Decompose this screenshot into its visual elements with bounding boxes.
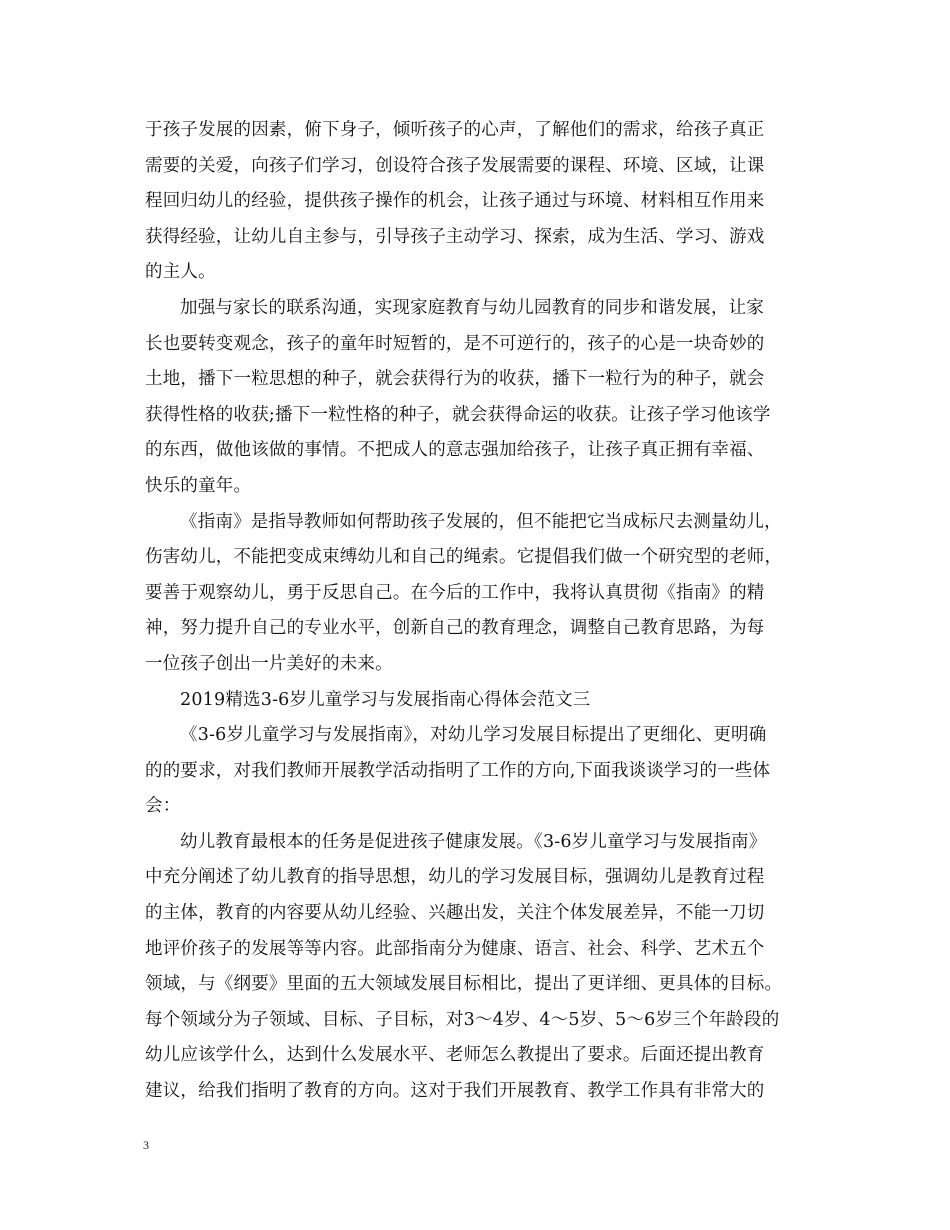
text-line: 神，努力提升自己的专业水平，创新自己的教育理念，调整自己教育思路，为每 xyxy=(145,618,765,639)
paragraph-start-line: 加强与家长的联系沟通，实现家庭教育与幼儿园教育的同步和谐发展，让家 xyxy=(180,297,765,318)
paragraph-start-line: 《3-6岁儿童学习与发展指南》，对幼儿学习发展目标提出了更细化、更明确 xyxy=(180,725,767,746)
paragraph-start-line: 幼儿教育最根本的任务是促进孩子健康发展。《3-6岁儿童学习与发展指南》 xyxy=(180,831,767,852)
text-line: 于孩子发展的因素，俯下身子，倾听孩子的心声，了解他们的需求，给孩子真正 xyxy=(145,120,765,140)
text-line: 的主体，教育的内容要从幼儿经验、兴趣出发，关注个体发展差异，不能一刀切 xyxy=(145,903,765,924)
text-line: 的东西，做他该做的事情。不把成人的意志强加给孩子，让孩子真正拥有幸福、 xyxy=(145,440,765,461)
page-number: 3 xyxy=(143,1138,149,1152)
text-line: 伤害幼儿，不能把变成束缚幼儿和自己的绳索。它提倡我们做一个研究型的老师， xyxy=(145,547,783,568)
paragraph-start-line: 《指南》是指导教师如何帮助孩子发展的，但不能把它当成标尺去测量幼儿， xyxy=(180,511,782,532)
text-line: 每个领域分为子领域、目标、子目标，对3～4岁、4～5岁、5～6岁三个年龄段的 xyxy=(145,1009,780,1030)
text-line: 幼儿应该学什么，达到什么发展水平、老师怎么教提出了要求。后面还提出教育 xyxy=(145,1045,765,1066)
text-line: 建议，给我们指明了教育的方向。这对于我们开展教育、教学工作具有非常大的 xyxy=(145,1081,765,1102)
text-line: 领域，与《纲要》里面的五大领域发展目标相比，提出了更详细、更具体的目标。 xyxy=(145,974,783,995)
body-text xyxy=(145,113,825,1110)
text-line: 快乐的童年。 xyxy=(145,475,252,496)
text-line: 一位孩子创出一片美好的未来。 xyxy=(145,653,393,674)
text-line: 中充分阐述了幼儿教育的指导思想，幼儿的学习发展目标，强调幼儿是教育过程 xyxy=(145,867,765,888)
text-line: 长也要转变观念，孩子的童年时短暂的，是不可逆行的，孩子的心是一块奇妙的 xyxy=(145,333,765,354)
text-line: 需要的关爱，向孩子们学习，创设符合孩子发展需要的课程、环境、区域，让课 xyxy=(145,155,765,176)
section-heading: 2019精选3-6岁儿童学习与发展指南心得体会范文三 xyxy=(180,689,591,710)
text-line: 获得性格的收获;播下一粒性格的种子，就会获得命运的收获。让孩子学习他该学 xyxy=(145,404,771,425)
text-line: 获得经验，让幼儿自主参与，引导孩子主动学习、探索，成为生活、学习、游戏 xyxy=(145,226,765,247)
text-line: 土地，播下一粒思想的种子，就会获得行为的收获，播下一粒行为的种子，就会 xyxy=(145,369,765,390)
text-line: 地评价孩子的发展等等内容。此部指南分为健康、语言、社会、科学、艺术五个 xyxy=(145,938,765,959)
text-line: 的主人。 xyxy=(145,262,216,283)
text-line: 程回归幼儿的经验，提供孩子操作的机会，让孩子通过与环境、材料相互作用来 xyxy=(145,191,765,212)
text-line: 的的要求，对我们教师开展教学活动指明了工作的方向,下面我谈谈学习的一些体 xyxy=(145,760,771,781)
text-line: 要善于观察幼儿，勇于反思自己。在今后的工作中，我将认真贯彻《指南》的精 xyxy=(145,582,765,603)
text-line: 会： xyxy=(145,796,181,817)
